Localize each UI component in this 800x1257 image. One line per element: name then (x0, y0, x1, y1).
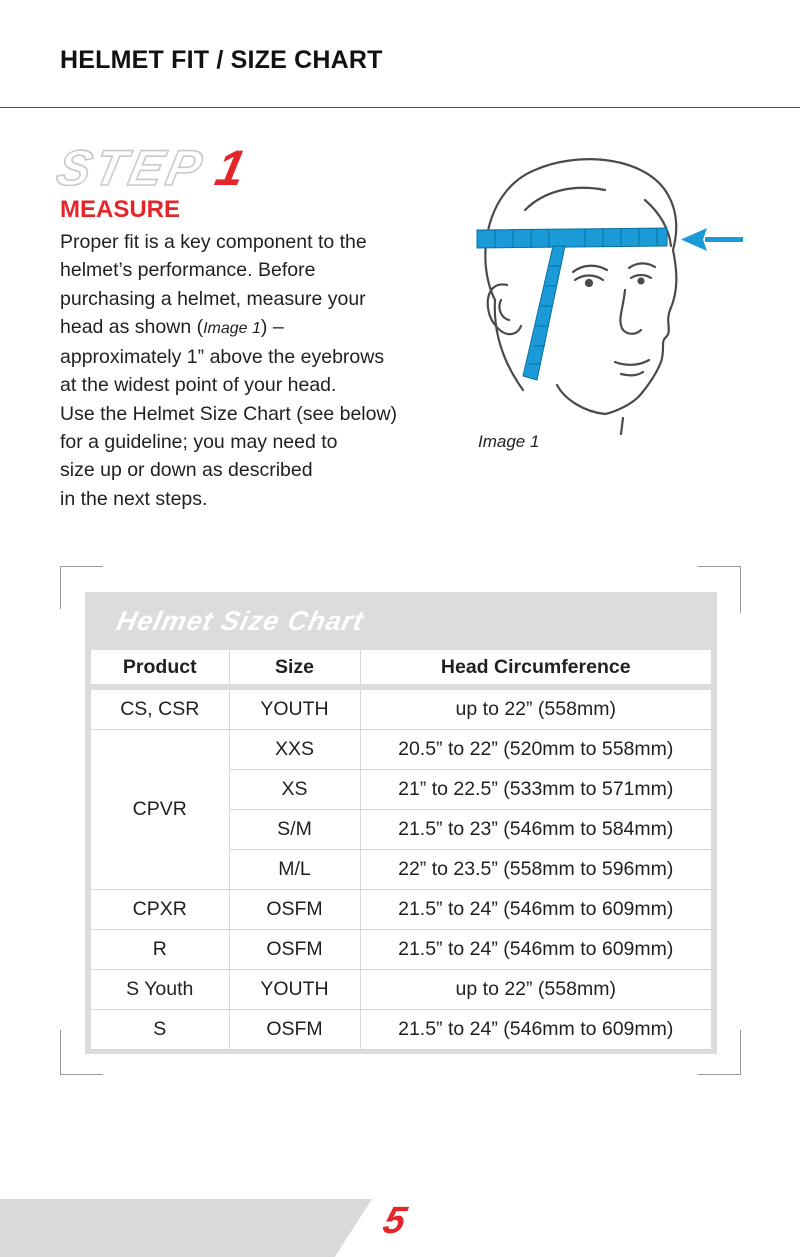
circumference-cell: 21.5” to 24” (546mm to 609mm) (360, 890, 711, 930)
table-row (91, 970, 711, 1010)
size-cell: XS (229, 770, 360, 810)
size-cell: OSFM (229, 1010, 360, 1050)
footer-band (0, 1199, 372, 1257)
ref-prefix: head as shown ( (60, 315, 204, 338)
product-cell: S Youth (91, 970, 229, 1010)
circumference-cell: 22” to 23.5” (558mm to 596mm) (360, 850, 711, 890)
size-cell: OSFM (229, 890, 360, 930)
step-number: 1 (210, 140, 255, 196)
size-cell: YOUTH (229, 970, 360, 1010)
instruction-line-with-ref (60, 313, 460, 343)
table-row (91, 730, 711, 770)
size-cell: M/L (229, 850, 360, 890)
size-chart (85, 592, 717, 1054)
instruction-line: purchasing a helmet, measure your (60, 287, 366, 310)
table-row (91, 687, 711, 730)
instruction-line: at the widest point of your head. (60, 374, 337, 397)
column-header-product: Product (91, 650, 229, 687)
step-heading (52, 140, 254, 196)
instruction-line: Proper fit is a key component to the (60, 231, 367, 253)
table-row (91, 1010, 711, 1050)
instruction-line: helmet’s performance. Before (60, 259, 316, 282)
size-cell: OSFM (229, 930, 360, 970)
column-header-size: Size (229, 650, 360, 687)
head-measurement-illustration (465, 150, 755, 440)
circumference-cell: 21” to 22.5” (533mm to 571mm) (360, 770, 711, 810)
product-cell: CPVR (91, 730, 229, 890)
arrow-left-icon (681, 228, 743, 251)
circumference-cell: 21.5” to 24” (546mm to 609mm) (360, 1010, 711, 1050)
step-word: STEP (52, 140, 211, 196)
circumference-cell: 20.5” to 22” (520mm to 558mm) (360, 730, 711, 770)
instruction-line: size up or down as described (60, 459, 313, 482)
table-row (91, 930, 711, 970)
product-cell: CPXR (91, 890, 229, 930)
ref-suffix: ) – (260, 315, 284, 338)
instruction-line: approximately 1” above the eyebrows (60, 346, 385, 369)
circumference-cell: up to 22” (558mm) (360, 687, 711, 730)
circumference-cell: up to 22” (558mm) (360, 970, 711, 1010)
circumference-cell: 21.5” to 23” (546mm to 584mm) (360, 810, 711, 850)
table-row (91, 890, 711, 930)
circumference-cell: 21.5” to 24” (546mm to 609mm) (360, 930, 711, 970)
instruction-line: for a guideline; you may need to (60, 431, 338, 454)
table-header-row (91, 650, 711, 687)
instruction-line: Use the Helmet Size Chart (see below) (60, 402, 398, 425)
instruction-line: in the next steps. (60, 487, 208, 510)
image-reference: Image 1 (203, 319, 261, 337)
image-caption: Image 1 (478, 432, 540, 451)
size-cell: YOUTH (229, 687, 360, 730)
measure-instructions (60, 228, 460, 513)
title-divider (0, 107, 800, 108)
measure-heading: MEASURE (60, 196, 181, 223)
size-chart-title: Helmet Size Chart (113, 606, 367, 636)
size-table (91, 650, 711, 1050)
column-header-circumference: Head Circumference (360, 650, 711, 687)
product-cell: CS, CSR (91, 687, 229, 730)
size-cell: XXS (229, 730, 360, 770)
page-number: 5 (378, 1200, 411, 1242)
product-cell: R (91, 930, 229, 970)
size-cell: S/M (229, 810, 360, 850)
product-cell: S (91, 1010, 229, 1050)
page-title: HELMET FIT / SIZE CHART (60, 46, 383, 74)
